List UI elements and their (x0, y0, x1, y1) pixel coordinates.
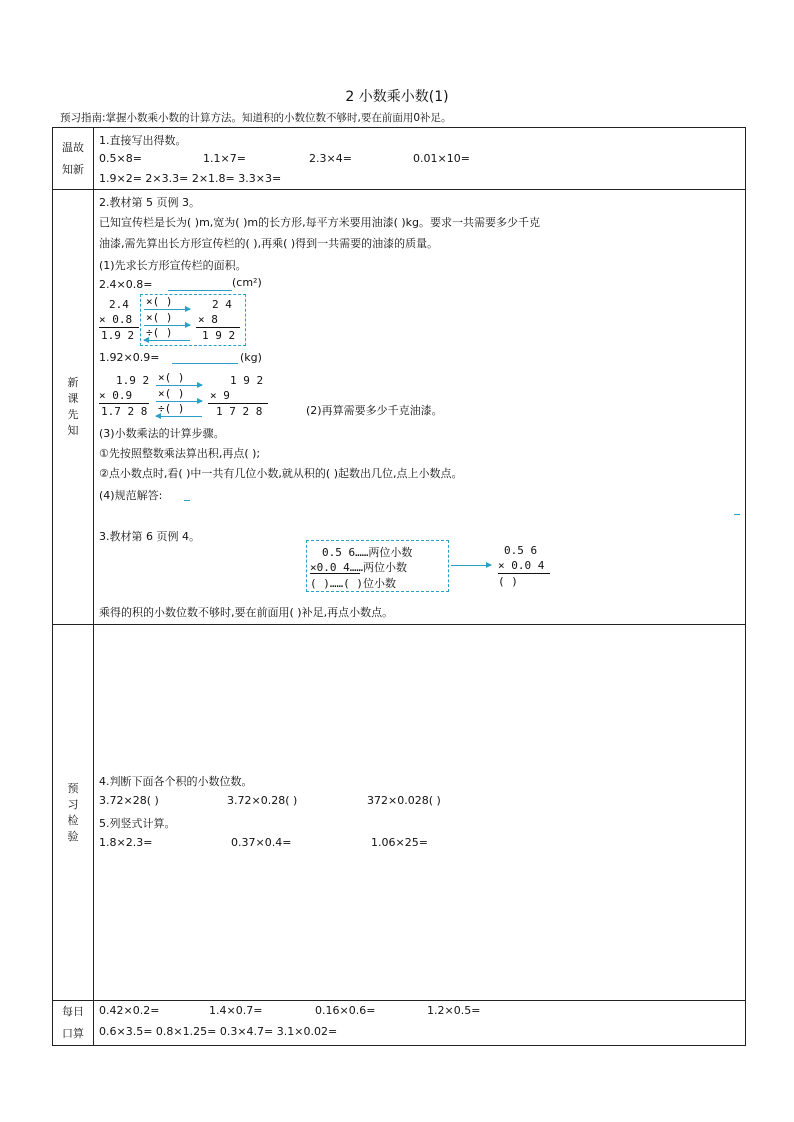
calc-2-int-result: 1 7 2 8 (216, 405, 263, 418)
answer-blank[interactable] (168, 290, 232, 291)
q2-heading: 2.教材第 5 页例 3。 (99, 196, 200, 209)
calc-1-m1: ×( ) (146, 295, 173, 308)
step-4-heading: (4)规范解答: (99, 489, 163, 502)
review-label: 温故 知新 (53, 128, 94, 190)
daily-row (53, 1001, 746, 1046)
new-lesson-label: 新 课 先 知 (53, 190, 94, 625)
calc-3-a: 0.5 6……两位小数 (322, 546, 413, 559)
calc-3-right-result: ( ) (498, 575, 518, 588)
calc-2-m1: ×( ) (158, 371, 185, 384)
answer-blank[interactable] (172, 363, 238, 364)
oral-item: 0.5×8= (99, 152, 142, 165)
oral-row-2: 0.6×3.5= 0.8×1.25= 0.3×4.7= 3.1×0.02= (99, 1025, 338, 1038)
vertical-calc-item: 0.37×0.4= (231, 836, 292, 849)
q3-heading: 3.教材第 6 页例 4。 (99, 530, 200, 543)
calc-2-result: 1.7 2 8 (101, 405, 148, 418)
oral-item: 0.42×0.2= (99, 1004, 160, 1017)
calc-3-right-b: × 0.0 4 (498, 559, 545, 572)
oral-row-2: 1.9×2= 2×3.3= 2×1.8= 3.3×3= (99, 172, 282, 185)
step-3-item-2: ②点小数点时,看( )中一共有几位小数,就从积的( )起数出几位,点上小数点。 (99, 467, 463, 480)
q2-text-1: 已知宣传栏是长为( )m,宽为( )m的长方形,每平方米要用油漆( )kg。要求一共需要多少千克 (99, 216, 541, 229)
arrow-left-icon (156, 416, 202, 417)
step-3-item-1: ①先按照整数乘法算出积,再点( ); (99, 447, 261, 460)
calc-1-int-b: × 8 (198, 313, 218, 326)
oral-item: 1.1×7= (203, 152, 246, 165)
calc-2-m2: ×( ) (158, 387, 185, 400)
arrow-left-icon (144, 340, 190, 341)
vertical-calc-item: 1.8×2.3= (99, 836, 153, 849)
arrow-right-icon (451, 565, 491, 566)
vertical-calc-item: 1.06×25= (371, 836, 428, 849)
preview-guide: 预习指南:掌握小数乘小数的计算方法。知道积的小数位数不够时,要在前面用0补足。 (60, 112, 452, 124)
calc-3-right-a: 0.5 6 (504, 544, 538, 557)
judge-item: 3.72×0.28( ) (227, 794, 298, 807)
new-lesson-content (94, 190, 746, 625)
calc-1-m3: ÷( ) (146, 326, 173, 339)
q5-heading: 5.列竖式计算。 (99, 817, 176, 830)
judge-item: 3.72×28( ) (99, 794, 159, 807)
calc-2-int-a: 1 9 2 (230, 374, 264, 387)
oral-item: 0.01×10= (413, 152, 470, 165)
calc-2-int-b: × 9 (210, 389, 230, 402)
q4-heading: 4.判断下面各个积的小数位数。 (99, 775, 253, 788)
unit-cm2: (cm²) (232, 276, 262, 289)
calc-1-b: × 0.8 (99, 313, 133, 326)
daily-label: 每日 口算 (53, 1001, 94, 1046)
oral-item: 0.16×0.6= (315, 1004, 376, 1017)
review-content (94, 128, 746, 190)
q1-heading: 1.直接写出得数。 (99, 134, 187, 147)
new-lesson-row (53, 190, 746, 625)
calc-2-a: 1.9 2 (116, 374, 150, 387)
q2-text-2: 油漆,需先算出长方形宣传栏的( ),再乘( )得到一共需要的油漆的质量。 (99, 237, 439, 250)
calc-1-int-a: 2 4 (212, 298, 232, 311)
oral-item: 1.2×0.5= (427, 1004, 481, 1017)
unit-kg: (kg) (240, 351, 262, 364)
arrow-right-icon (156, 385, 202, 386)
check-content (94, 625, 746, 1001)
answer-blank[interactable] (184, 500, 190, 501)
page-title: 2 小数乘小数(1) (345, 89, 449, 105)
arrow-right-icon (144, 309, 190, 310)
conclusion-text: 乘得的积的小数位数不够时,要在前面用( )补足,再点小数点。 (99, 606, 394, 619)
calc-1-m2: ×( ) (146, 311, 173, 324)
worksheet-table (52, 127, 746, 1046)
oral-item: 1.4×0.7= (209, 1004, 263, 1017)
calc-3-b: ×0.0 4……两位小数 (310, 561, 407, 574)
check-label: 预 习 检 验 (53, 625, 94, 1001)
daily-content (94, 1001, 746, 1046)
calc-1-int-result: 1 9 2 (202, 329, 236, 342)
step-3-heading: (3)小数乘法的计算步骤。 (99, 427, 225, 440)
check-row (53, 625, 746, 1001)
review-row (53, 128, 746, 190)
calc-2-m3: ÷( ) (158, 402, 185, 415)
calc-3-result: ( )……( )位小数 (310, 577, 396, 590)
answer-blank[interactable] (734, 514, 740, 515)
oral-item: 2.3×4= (309, 152, 352, 165)
calc-1-result: 1.9 2 (101, 329, 135, 342)
calc-2-b: × 0.9 (99, 389, 133, 402)
calc-1-a: 2.4 (109, 298, 129, 311)
judge-item: 372×0.028( ) (367, 794, 441, 807)
step-2-heading: (2)再算需要多少千克油漆。 (306, 404, 443, 417)
equation-2: 1.92×0.9= (99, 351, 160, 364)
step-1-heading: (1)先求长方形宣传栏的面积。 (99, 259, 247, 272)
equation-1: 2.4×0.8= (99, 278, 153, 291)
